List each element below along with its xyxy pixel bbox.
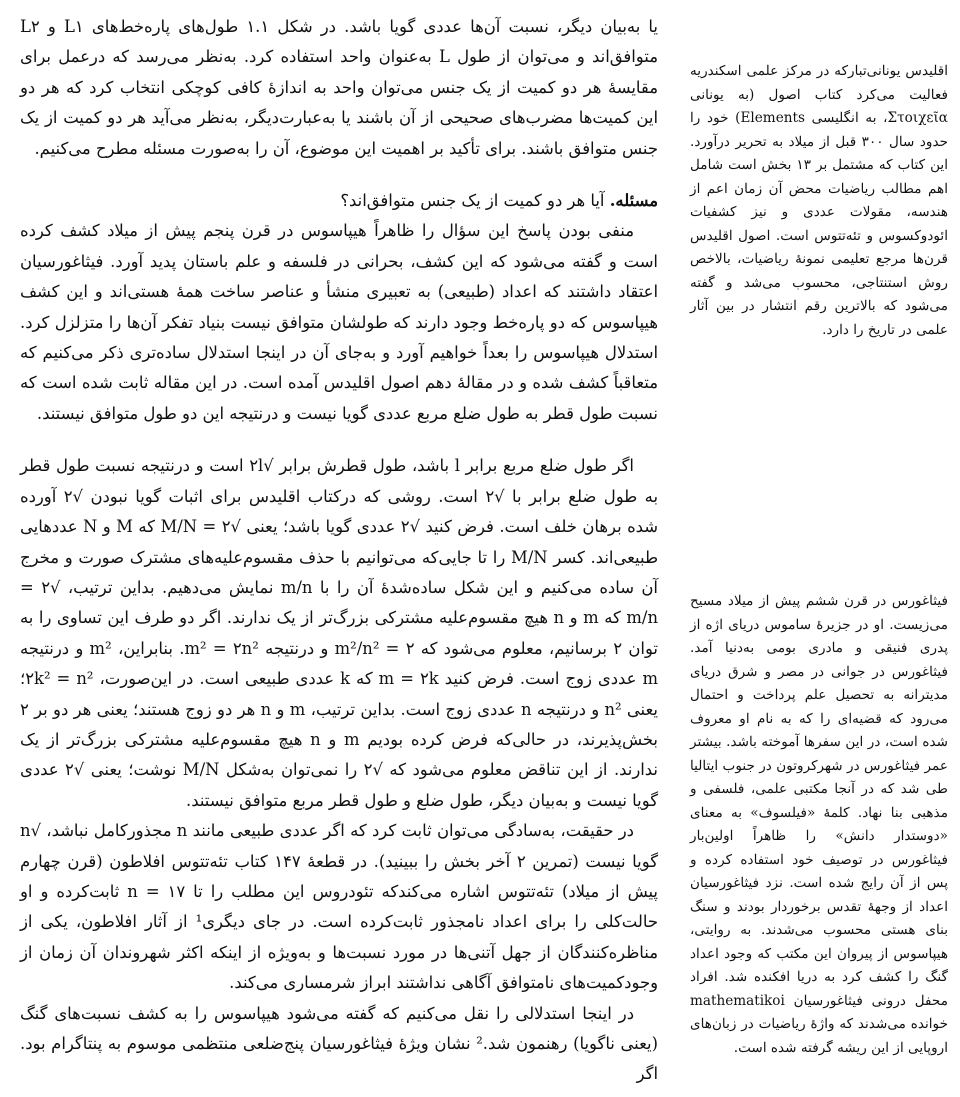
problem-label: مسئله.	[609, 191, 658, 211]
paragraph-4: در حقیقت، به‌سادگی می‌توان ثابت کرد که اگر عددی طبیعی مانند n مجذورکامل نباشد، √n گویا نیست (تمرین ۲ آخر بخش را ببینید). در قطعهٔ ۱۴۷ کتاب تئه‌تتوس افلاطون (قرن چهارم پیش از میلاد) تئه‌تتوس اشاره می‌کندکه تئودروس این مطلب را تا n = ۱۷ ثابت‌کرده و او حالت‌کلی را برای اعداد نامجذور ثابت‌کرده است. در جای دیگری¹ از آثار افلاطون، یکی از مناظره‌کنندگان از جهل آتنی‌ها در مورد نسبت‌ها و به‌ویژه از اینکه اکثر شهروندان آن زمان از وجودکمیت‌های نامتوافق آگاهی نداشتند ابراز شرمساری می‌کند.	[20, 821, 659, 993]
side-notes-column	[690, 60, 948, 1056]
problem-statement	[20, 186, 658, 216]
paragraph-3: اگر طول ضلع مربع برابر l باشد، طول قطرش برابر √۲l است و درنتیجه نسبت طول قطر به طول ضلع برابر با √۲ است. روشی که درکتاب اقلیدس برای اثبات گویا نبودن √۲ آورده شده برهان خلف است. فرض کنید √۲ عددی گویا باشد؛ یعنی √۲ = M/N که M و N عددهایی طبیعی‌اند. کسر M/N را تا جایی‌که می‌توانیم با حذف مقسوم‌علیه‌های مشترک صورت و مخرج آن ساده می‌کنیم و این شکل ساده‌شدهٔ آن را با m/n نمایش می‌دهیم. بداین ترتیب، √۲ = m/n که m و n هیچ مقسوم‌علیه مشترکی بزرگ‌تر از یک ندارند. اگر دو طرف این تساوی را به توان ۲ برسانیم، معلوم می‌شود که m²/n² = ۲ و درنتیجه m² = ۲n². بنابراین، m² و درنتیجه m عددی زوج است. فرض کنید m = ۲k که k عددی طبیعی است. در این‌صورت، ۲k² = n²؛ یعنی n² و درنتیجه n عددی زوج است. بداین ترتیب، m و n هر دو زوج هستند؛ یعنی هر دو بر ۲ بخش‌پذیرند، در حالی‌که فرض کرده بودیم m و n هیچ مقسوم‌علیه مشترکی بزرگ‌تر از یک ندارند. از این تناقض معلوم می‌شود که √۲ را نمی‌توان به‌شکل M/N نوشت؛ یعنی √۲ عددی گویا نیست و به‌بیان دیگر، طول ضلع و طول قطر مربع متوافق نیستند.	[20, 456, 659, 810]
side-note-euclid: اقلیدس یونانی‌تبارکه در مرکز علمی اسکندریه فعالیت می‌کرد کتاب اصول (به یونانی Στοιχεῖα، به انگلیسی Elements) خود را حدود سال ۳۰۰ قبل از میلاد به تحریر درآورد. این کتاب که مشتمل بر ۱۳ بخش است شامل اهم مطالب ریاضیات محض آن زمان اعم از هندسه، مقولات عددی و نیز کشفیات ائودوکسوس و تئه‌تتوس است. اصول اقلیدس قرن‌ها مرجع تعلیمی نمونهٔ ریاضیات، بالاخص روش استنتاجی، محسوب می‌شد و گفته می‌شود که بالاترین رقم انتشار در بین آثار علمی در تاریخ را دارد.	[690, 63, 948, 338]
main-text-column	[20, 12, 658, 1090]
paragraph-2: منفی بودن پاسخ این سؤال را ظاهراً هیپاسوس در قرن پنجم پیش از میلاد کشف کرده است و گفته می‌شود که این کشف، بحرانی در فلسفه و علم باستان پدید آورد. فیثاغورسیان اعتقاد داشتند که اعداد (طبیعی) به تعبیری منشأ و عناصر ساخت همهٔ هستی‌اند و این کشف هیپاسوس که دو پاره‌خط وجود دارند که طولشان متوافق نیست بنیاد تفکر آن‌ها را متزلزل کرد. استدلال هیپاسوس را بعداً خواهیم آورد و به‌جای آن در اینجا استدلال ساده‌تری ذکر می‌کنیم که متعاقباً کشف شده و در مقالهٔ دهم اصول اقلیدس آمده است. در این مقاله ثابت شده است که نسبت طول قطر به طول ضلع مربع عددی گویا نیست و درنتیجه این دو طول متوافق نیستند.	[20, 221, 658, 423]
side-note-pythagoras: فیثاغورس در قرن ششم پیش از میلاد مسیح می‌زیست. او در جزیرهٔ ساموس دریای اژه از پدری فنیقی و مادری بومی به‌دنیا آمد. فیثاغورس در جوانی در مصر و شرق دریای مدیترانه به تحصیل علم پرداخت و احتمال می‌رود که قضیه‌ای را که به نام او معروف شده است، در این سفرها آموخته باشد. بیشتر عمر فیثاغورس در شهرکروتون در جنوب ایتالیا طی شد که در آنجا مکتبی علمی، فلسفی و مذهبی بنا نهاد. کلمهٔ «فیلسوف» به معنای «دوستدار دانش» را ظاهراً اولین‌بار فیثاغورس در توصیف خود استفاده کرده و پس از آن رایج شده است. نزد فیثاغورسیان اعداد از وجههٔ تقدس برخوردار بودند و سنگ بنای هستی محسوب می‌شدند. به روایتی، هیپاسوس از پیروان این مکتب که وجود اعداد گنگ را کشف کرد به دریا افکنده شد. افراد محفل درونی فیثاغورسیان mathematikoi خوانده می‌شدند که واژهٔ ریاضیات در زبان‌های اروپایی از این ریشه گرفته شده است.	[690, 593, 948, 1056]
paragraph-1: یا به‌بیان دیگر، نسبت آن‌ها عددی گویا باشد. در شکل ۱.۱ طول‌های پاره‌خط‌های L۱ و L۲ متوافق‌اند و می‌توان از طول L به‌عنوان واحد استفاده کرد. به‌نظر می‌رسد که درعمل برای مقایسهٔ هر دو کمیت از یک جنس می‌توان واحد به اندازهٔ کافی کوچکی انتخاب کرد که هر دو این کمیت‌ها مضرب‌های صحیحی از آن باشند یا به‌عبارت‌دیگر، به‌نظر می‌آید هر دو کمیت از یک جنس متوافق باشند. برای تأکید بر اهمیت این موضوع، آن را به‌صورت مسئله مطرح می‌کنیم.	[20, 17, 659, 158]
paragraph-5: در اینجا استدلالی را نقل می‌کنیم که گفته می‌شود هیپاسوس را به کشف نسبت‌های گنگ (یعنی ناگویا) رهنمون شد.² نشان ویژهٔ فیثاغورسیان پنج‌ضلعی منتظمی موسوم به پنتاگرام بود. اگر	[20, 1003, 658, 1084]
problem-text: آیا هر دو کمیت از یک جنس متوافق‌اند؟	[340, 191, 605, 211]
